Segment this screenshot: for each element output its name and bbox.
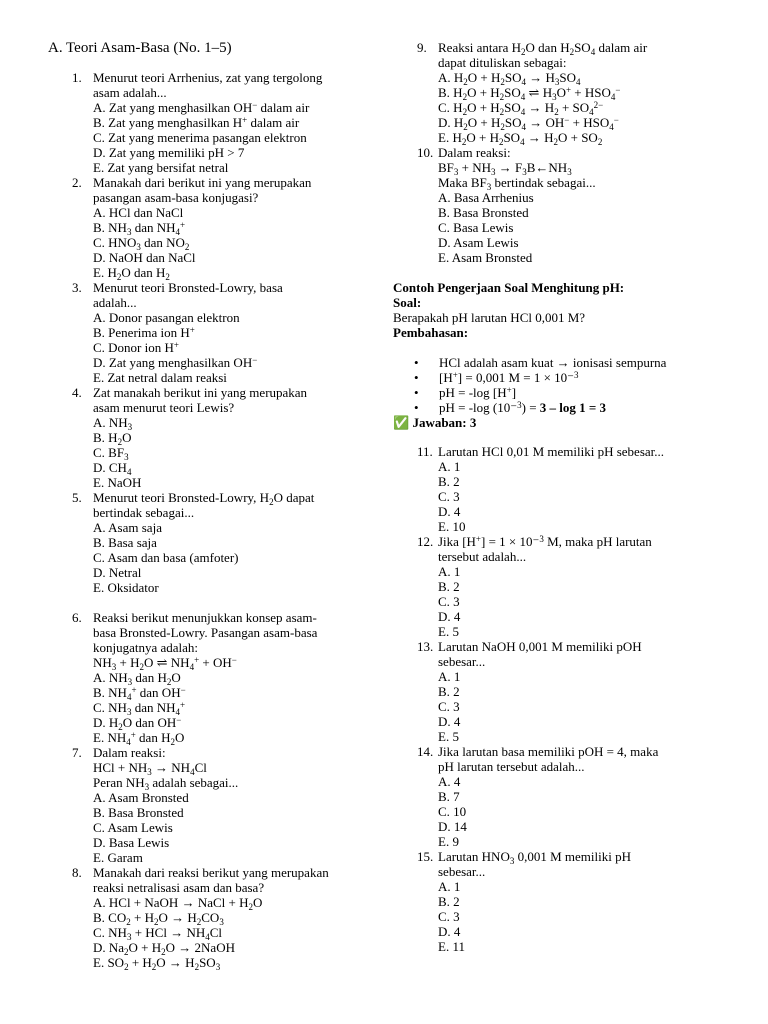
question-number-text: 4. <box>72 385 82 400</box>
answer-option: E. Asam Bronsted <box>438 250 533 265</box>
question-number-text: 15. <box>417 849 434 864</box>
answer-option: A. $H_2O + H_2SO_4 \to H_3SO_4$ <box>438 70 581 87</box>
answer-option: A. Zat yang menghasilkan OH− dalam air <box>93 100 310 115</box>
answer-option: D. Basa Lewis <box>93 835 170 850</box>
question-text: Reaksi berikut menunjukkan konsep asam- <box>93 610 317 625</box>
question-text: Menurut teori Bronsted-Lowry, $H_2O$ dapat <box>93 490 315 507</box>
answer-option: A. 1 <box>438 879 461 894</box>
answer-option: C. $NH_3$ dan $NH_4^+$ <box>93 700 186 717</box>
question-text: Larutan $HNO_3$ 0,001 M memiliki pH <box>438 849 631 866</box>
question-number-text: 14. <box>417 744 434 759</box>
spacer <box>393 265 738 280</box>
left-column <box>48 40 378 970</box>
question-item <box>393 145 738 265</box>
answer-option: C. 3 <box>438 594 460 609</box>
question-item <box>48 865 378 970</box>
answer-option: A. $NH_3$ <box>93 415 133 432</box>
question-item <box>48 610 378 745</box>
question-body <box>438 849 738 954</box>
question-number-text: 13. <box>417 639 434 654</box>
answer-option: E. $NH_4^+$ dan $H_2O$ <box>93 730 185 747</box>
answer-option: E. Oksidator <box>93 580 159 595</box>
answer-option: A. 1 <box>438 669 461 684</box>
question-text: Dalam reaksi: <box>438 145 511 160</box>
question-number <box>393 534 438 639</box>
question-text: asam adalah... <box>93 85 167 100</box>
question-text: pH larutan tersebut adalah... <box>438 759 585 774</box>
question-number <box>48 745 93 865</box>
question-body <box>93 280 378 385</box>
question-item <box>393 639 738 744</box>
answer-option: B. 2 <box>438 894 460 909</box>
question-text: Peran $NH_3$ adalah sebagai... <box>93 775 239 792</box>
question-text: tersebut adalah... <box>438 549 527 564</box>
answer-option: D. 4 <box>438 714 461 729</box>
answer-option: D. NaOH dan NaCl <box>93 250 196 265</box>
answer-option: E. 5 <box>438 624 459 639</box>
question-text: asam menurut teori Lewis? <box>93 400 235 415</box>
question-number-text: 11. <box>417 444 433 459</box>
answer-option: C. $HNO_3$ dan $NO_2$ <box>93 235 190 252</box>
question-body <box>438 534 738 639</box>
answer-option: C. $NH_3$ + HCl → $NH_4Cl$ <box>93 925 223 942</box>
question-number <box>48 610 93 745</box>
soal-label: Soal: <box>393 295 422 310</box>
answer-option: D. Zat yang menghasilkan OH− <box>93 355 258 370</box>
question-text: konjugatnya adalah: <box>93 640 199 655</box>
answer-option: C. $BF_3$ <box>93 445 129 462</box>
answer-option: B. $H_2O$ <box>93 430 132 447</box>
answer-option: D. Asam Lewis <box>438 235 519 250</box>
answer-option: D. Netral <box>93 565 142 580</box>
question-text: dapat dituliskan sebagai: <box>438 55 567 70</box>
question-text: Zat manakah berikut ini yang merupakan <box>93 385 308 400</box>
answer-option: C. $H_2O + H_2SO_4 \to H_2 + SO_4^{2-}$ <box>438 100 604 117</box>
answer-option: C. Asam dan basa (amfoter) <box>93 550 239 565</box>
answer-option: B. Zat yang menghasilkan H+ dalam air <box>93 115 300 130</box>
question-text: Dalam reaksi: <box>93 745 166 760</box>
question-body <box>93 385 378 490</box>
step-item: • [H+] = 0,001 M = 1 × 10⁻$^3$ <box>393 370 738 385</box>
question-number-text: 6. <box>72 610 82 625</box>
question-text: $BF_3 + NH_3$ → $F_3B\leftarrow NH_3$ <box>438 160 572 177</box>
answer-option: C. Donor ion H+ <box>93 340 179 355</box>
question-text: pasangan asam-basa konjugasi? <box>93 190 259 205</box>
answer-option: C. 3 <box>438 699 460 714</box>
question-text: adalah... <box>93 295 137 310</box>
answer-option: A. Asam saja <box>93 520 162 535</box>
answer-option: B. $NH_3$ dan $NH_4^+$ <box>93 220 186 237</box>
question-body <box>438 444 738 534</box>
right-column <box>393 40 738 954</box>
answer-option: C. Asam Lewis <box>93 820 173 835</box>
question-text: Reaksi antara $H_2O$ dan $H_2SO_4$ dalam air <box>438 40 648 57</box>
question-text: bertindak sebagai... <box>93 505 195 520</box>
question-text: HCl + $NH_3 \to NH_4Cl$ <box>93 760 207 777</box>
answer-option: B. 7 <box>438 789 460 804</box>
soal-text: Berapakah pH larutan HCl 0,001 M? <box>393 310 586 325</box>
answer-option: D. 14 <box>438 819 467 834</box>
answer-text: Jawaban: 3 <box>412 415 477 430</box>
question-item <box>393 534 738 639</box>
question-item <box>393 40 738 145</box>
question-text: reaksi netralisasi asam dan basa? <box>93 880 265 895</box>
question-number-text: 1. <box>72 70 82 85</box>
question-number <box>393 639 438 744</box>
question-item <box>48 385 378 490</box>
answer-option: E. 5 <box>438 729 459 744</box>
answer-option: B. 2 <box>438 579 460 594</box>
answer-option: D. $H_2O$ dan OH− <box>93 715 182 732</box>
question-number <box>48 865 93 970</box>
question-body <box>93 745 378 865</box>
answer-option: E. 10 <box>438 519 466 534</box>
question-number <box>48 490 93 595</box>
question-list-right-top <box>393 40 738 265</box>
question-text: Maka $BF_3$ bertindak sebagai... <box>438 175 596 192</box>
answer-option: C. 3 <box>438 489 460 504</box>
question-item <box>393 744 738 849</box>
answer-option: B. $NH_4^+$ dan OH− <box>93 685 186 702</box>
section-title: A. Teori Asam-Basa (No. 1–5) <box>48 40 232 56</box>
question-number <box>393 744 438 849</box>
question-number <box>48 280 93 385</box>
question-text: Jika larutan basa memiliki pOH = 4, maka <box>438 744 659 759</box>
question-body <box>93 175 378 280</box>
question-number <box>48 70 93 175</box>
answer-option: A. 1 <box>438 459 461 474</box>
answer-option: C. 10 <box>438 804 467 819</box>
answer-option: A. HCl + NaOH → NaCl + $H_2O$ <box>93 895 263 912</box>
example-block <box>393 280 738 430</box>
question-item <box>48 745 378 865</box>
answer-option: E. $H_2O + H_2SO_4 \to H_2O + SO_2$ <box>438 130 603 147</box>
question-item <box>393 849 738 954</box>
question-text: basa Bronsted-Lowry. Pasangan asam-basa <box>93 625 318 640</box>
question-body <box>93 610 378 745</box>
question-text: Larutan HCl 0,01 M memiliki pH sebesar... <box>438 444 665 459</box>
answer-option: B. $CO_2 + H_2O \to H_2CO_3$ <box>93 910 224 927</box>
answer-option: E. NaOH <box>93 475 142 490</box>
answer-option: A. Donor pasangan elektron <box>93 310 240 325</box>
question-number <box>393 40 438 145</box>
step-list <box>393 355 738 415</box>
question-list-left <box>48 70 378 970</box>
question-number-text: 3. <box>72 280 82 295</box>
answer-option: A. 4 <box>438 774 461 789</box>
question-number <box>393 849 438 954</box>
answer-option: E. Zat yang bersifat netral <box>93 160 229 175</box>
question-body <box>93 490 378 595</box>
question-item <box>393 444 738 534</box>
question-text: $NH_3 + H_2O$ ⇌ $NH_4^+ + OH^-$ <box>93 655 237 672</box>
question-body <box>438 145 738 265</box>
question-number <box>48 175 93 280</box>
answer-option: B. Basa Bronsted <box>438 205 529 220</box>
question-number-text: 10. <box>417 145 434 160</box>
answer-option: D. $CH_4$ <box>93 460 132 477</box>
answer-option: A. HCl dan NaCl <box>93 205 184 220</box>
question-number <box>393 444 438 534</box>
question-text: Manakah dari reaksi berikut yang merupakan <box>93 865 329 880</box>
question-item <box>48 490 378 595</box>
answer-option: C. Basa Lewis <box>438 220 514 235</box>
question-text: Menurut teori Bronsted-Lowry, basa <box>93 280 283 295</box>
question-body <box>93 70 378 175</box>
answer-option: E. Zat netral dalam reaksi <box>93 370 227 385</box>
question-item <box>48 280 378 385</box>
answer-option: C. Zat yang menerima pasangan elektron <box>93 130 307 145</box>
answer-option: B. $H_2O + H_2SO_4$ ⇌ $H_3O^+ + HSO_4^-$ <box>438 85 621 102</box>
question-number-text: 5. <box>72 490 82 505</box>
spacer <box>48 595 378 610</box>
question-body <box>93 865 378 970</box>
question-number-text: 7. <box>72 745 82 760</box>
question-number-text: 8. <box>72 865 82 880</box>
spacer <box>393 430 738 444</box>
answer-option: A. Basa Arrhenius <box>438 190 534 205</box>
question-list-right-bottom <box>393 444 738 954</box>
step-result: 3 – log 1 = 3 <box>539 400 607 415</box>
answer-option: D. 4 <box>438 609 461 624</box>
question-number-text: 2. <box>72 175 82 190</box>
answer-option: C. 3 <box>438 909 460 924</box>
answer-option: B. Basa saja <box>93 535 157 550</box>
answer-option: D. $Na_2O + H_2O$ → 2NaOH <box>93 940 235 957</box>
question-number-text: 9. <box>417 40 427 55</box>
answer-option: E. $H_2O$ dan $H_2$ <box>93 265 170 282</box>
answer-option: A. Asam Bronsted <box>93 790 189 805</box>
answer-option: A. $NH_3$ dan $H_2O$ <box>93 670 181 687</box>
question-number-text: 12. <box>417 534 434 549</box>
step-item <box>393 400 738 415</box>
answer-option: B. 2 <box>438 474 460 489</box>
question-text: Manakah dari berikut ini yang merupakan <box>93 175 312 190</box>
question-body <box>438 639 738 744</box>
question-item <box>48 175 378 280</box>
question-text: Larutan NaOH 0,001 M memiliki pOH <box>438 639 642 654</box>
answer-option: E. Garam <box>93 850 143 865</box>
answer-option: D. Zat yang memiliki pH > 7 <box>93 145 245 160</box>
step-prefix: pH = -log (10⁻$^3$) = <box>439 400 540 415</box>
question-number <box>393 145 438 265</box>
answer-option: E. 11 <box>438 939 465 954</box>
check-icon: ✅ <box>393 415 410 430</box>
answer-option: E. $SO_2 + H_2O \to H_2SO_3$ <box>93 955 221 972</box>
answer-option: D. 4 <box>438 504 461 519</box>
answer-option: D. 4 <box>438 924 461 939</box>
answer-option: E. 9 <box>438 834 459 849</box>
answer-option: B. 2 <box>438 684 460 699</box>
answer-line <box>393 415 738 430</box>
question-body <box>438 40 738 145</box>
question-text: Menurut teori Arrhenius, zat yang tergolong <box>93 70 323 85</box>
answer-option: B. Basa Bronsted <box>93 805 184 820</box>
answer-option: D. $H_2O + H_2SO_4 \to OH^- + HSO_4^-$ <box>438 115 619 132</box>
pembahasan-label: Pembahasan: <box>393 325 469 340</box>
step-item: • pH = -log [H+] <box>393 385 738 400</box>
question-body <box>438 744 738 849</box>
question-item <box>48 70 378 175</box>
question-text: Jika [H+] = 1 × 10⁻$^3$ M, maka pH larutan <box>438 534 652 549</box>
step-item: • HCl adalah asam kuat → ionisasi sempurna <box>393 355 738 370</box>
answer-option: A. 1 <box>438 564 461 579</box>
question-number <box>48 385 93 490</box>
example-heading: Contoh Pengerjaan Soal Menghitung pH: <box>393 280 625 295</box>
question-text: sebesar... <box>438 654 486 669</box>
question-text: sebesar... <box>438 864 486 879</box>
answer-option: B. Penerima ion H+ <box>93 325 195 340</box>
